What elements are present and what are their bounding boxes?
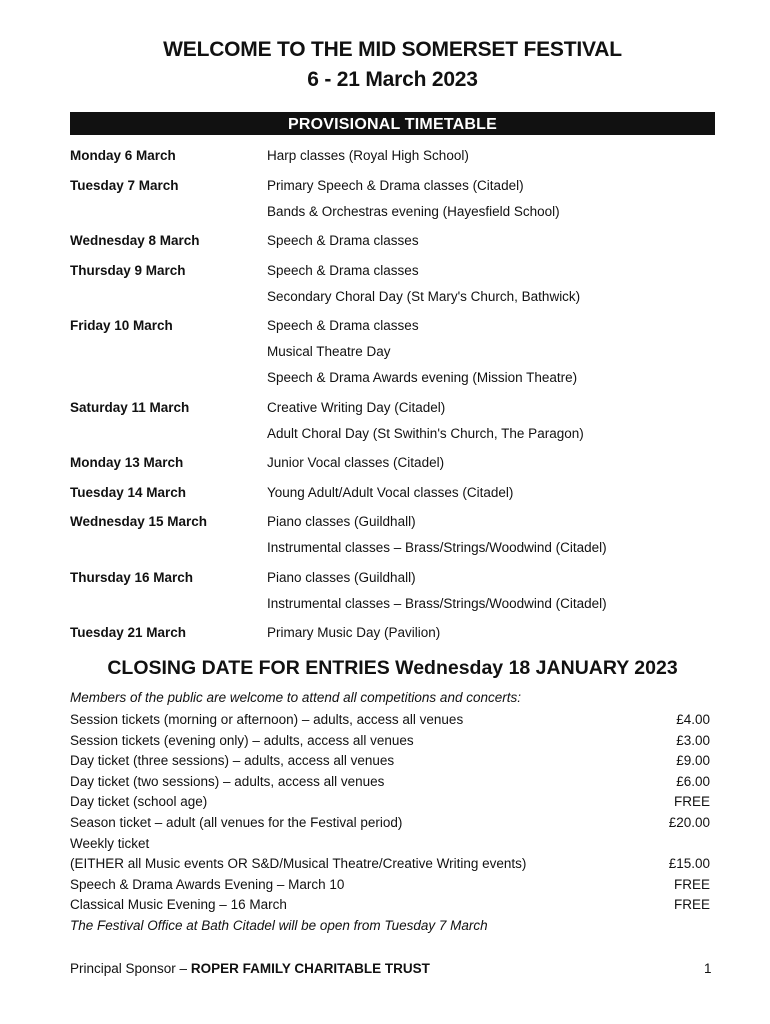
ticket-label: Session tickets (morning or afternoon) – adults, access all venues: [70, 712, 464, 727]
timetable-event: Instrumental classes – Brass/Strings/Woodwind (Citadel): [267, 595, 607, 611]
ticket-label: Day ticket (school age): [70, 794, 208, 810]
ticket-row: [70, 773, 710, 791]
office-note: The Festival Office at Bath Citadel will be open from Tuesday 7 March: [70, 918, 488, 933]
timetable-event: Speech & Drama Awards evening (Mission Theatre): [267, 370, 578, 385]
ticket-price: £3.00: [676, 732, 710, 748]
page-number: 1: [704, 961, 712, 976]
ticket-price: FREE: [673, 794, 710, 810]
ticket-label: Day ticket (two sessions) – adults, access all venues: [70, 773, 385, 789]
timetable-event: Primary Music Day (Pavilion): [267, 625, 441, 640]
timetable-event: Speech & Drama classes: [267, 262, 419, 278]
ticket-price: FREE: [673, 897, 710, 913]
ticket-price: FREE: [673, 876, 710, 892]
ticket-row: [70, 876, 710, 894]
footer-sponsor: [70, 961, 430, 976]
closing-date-heading: CLOSING DATE FOR ENTRIES Wednesday 18 JANUARY 2023: [107, 657, 678, 679]
timetable-day: Wednesday 15 March: [70, 514, 208, 529]
ticket-label: Classical Music Evening – 16 March: [70, 897, 287, 913]
festival-dates: 6 - 21 March 2023: [307, 68, 478, 91]
timetable-heading-bar: PROVISIONAL TIMETABLE: [70, 112, 715, 135]
timetable-day: Saturday 11 March: [70, 399, 190, 415]
ticket-price: £9.00: [676, 753, 710, 769]
timetable-day: Tuesday 21 March: [70, 625, 187, 640]
timetable-event: Bands & Orchestras evening (Hayesfield School): [267, 203, 560, 219]
timetable-day: Friday 10 March: [70, 318, 173, 333]
timetable-event: Junior Vocal classes (Citadel): [267, 455, 445, 470]
timetable-event: Creative Writing Day (Citadel): [267, 399, 446, 415]
tickets-intro: Members of the public are welcome to attend all competitions and concerts:: [70, 690, 521, 705]
ticket-label: Day ticket (three sessions) – adults, access all venues: [70, 753, 395, 769]
timetable-day: Tuesday 7 March: [70, 177, 179, 193]
timetable-event: Secondary Choral Day (St Mary's Church, Bathwick): [267, 288, 581, 304]
ticket-row: [70, 752, 710, 770]
timetable-event: Speech & Drama classes: [267, 233, 419, 248]
timetable-day: Thursday 9 March: [70, 262, 186, 278]
timetable-day: Monday 13 March: [70, 455, 184, 470]
timetable-event: Young Adult/Adult Vocal classes (Citadel): [267, 484, 514, 500]
sponsor-prefix: Principal Sponsor –: [70, 961, 191, 976]
ticket-row: [70, 855, 710, 873]
page-title: WELCOME TO THE MID SOMERSET FESTIVAL: [163, 38, 622, 61]
timetable-day: Tuesday 14 March: [70, 484, 187, 500]
ticket-label: (EITHER all Music events OR S&D/Musical Theatre/Creative Writing events): [70, 856, 527, 872]
ticket-row: [70, 896, 710, 914]
timetable-day: Thursday 16 March: [70, 569, 194, 585]
ticket-label: Session tickets (evening only) – adults, access all venues: [70, 732, 414, 748]
timetable-event: Piano classes (Guildhall): [267, 514, 416, 529]
ticket-row: [70, 711, 710, 729]
timetable-event: Primary Speech & Drama classes (Citadel): [267, 177, 524, 193]
timetable-event: Harp classes (Royal High School): [267, 148, 469, 163]
ticket-label: Speech & Drama Awards Evening – March 10: [70, 876, 345, 892]
timetable-event: Adult Choral Day (St Swithin's Church, The Paragon): [267, 425, 584, 441]
ticket-row: [70, 814, 710, 832]
ticket-price: £20.00: [668, 815, 710, 830]
timetable-event: Speech & Drama classes: [267, 318, 419, 333]
ticket-price: £4.00: [676, 712, 710, 727]
ticket-price: £6.00: [676, 773, 710, 789]
ticket-row: [70, 732, 710, 750]
timetable-event: Instrumental classes – Brass/Strings/Woodwind (Citadel): [267, 540, 607, 555]
timetable-day: Wednesday 8 March: [70, 233, 200, 248]
ticket-label: Season ticket – adult (all venues for the Festival period): [70, 815, 403, 830]
timetable-event: Musical Theatre Day: [267, 344, 391, 359]
sponsor-name: ROPER FAMILY CHARITABLE TRUST: [190, 961, 430, 976]
timetable-day: Monday 6 March: [70, 148, 176, 163]
timetable-event: Piano classes (Guildhall): [267, 569, 416, 585]
ticket-price: £15.00: [668, 856, 710, 872]
ticket-row: [70, 793, 710, 811]
ticket-row: [70, 835, 710, 853]
ticket-label: Weekly ticket: [70, 835, 150, 851]
